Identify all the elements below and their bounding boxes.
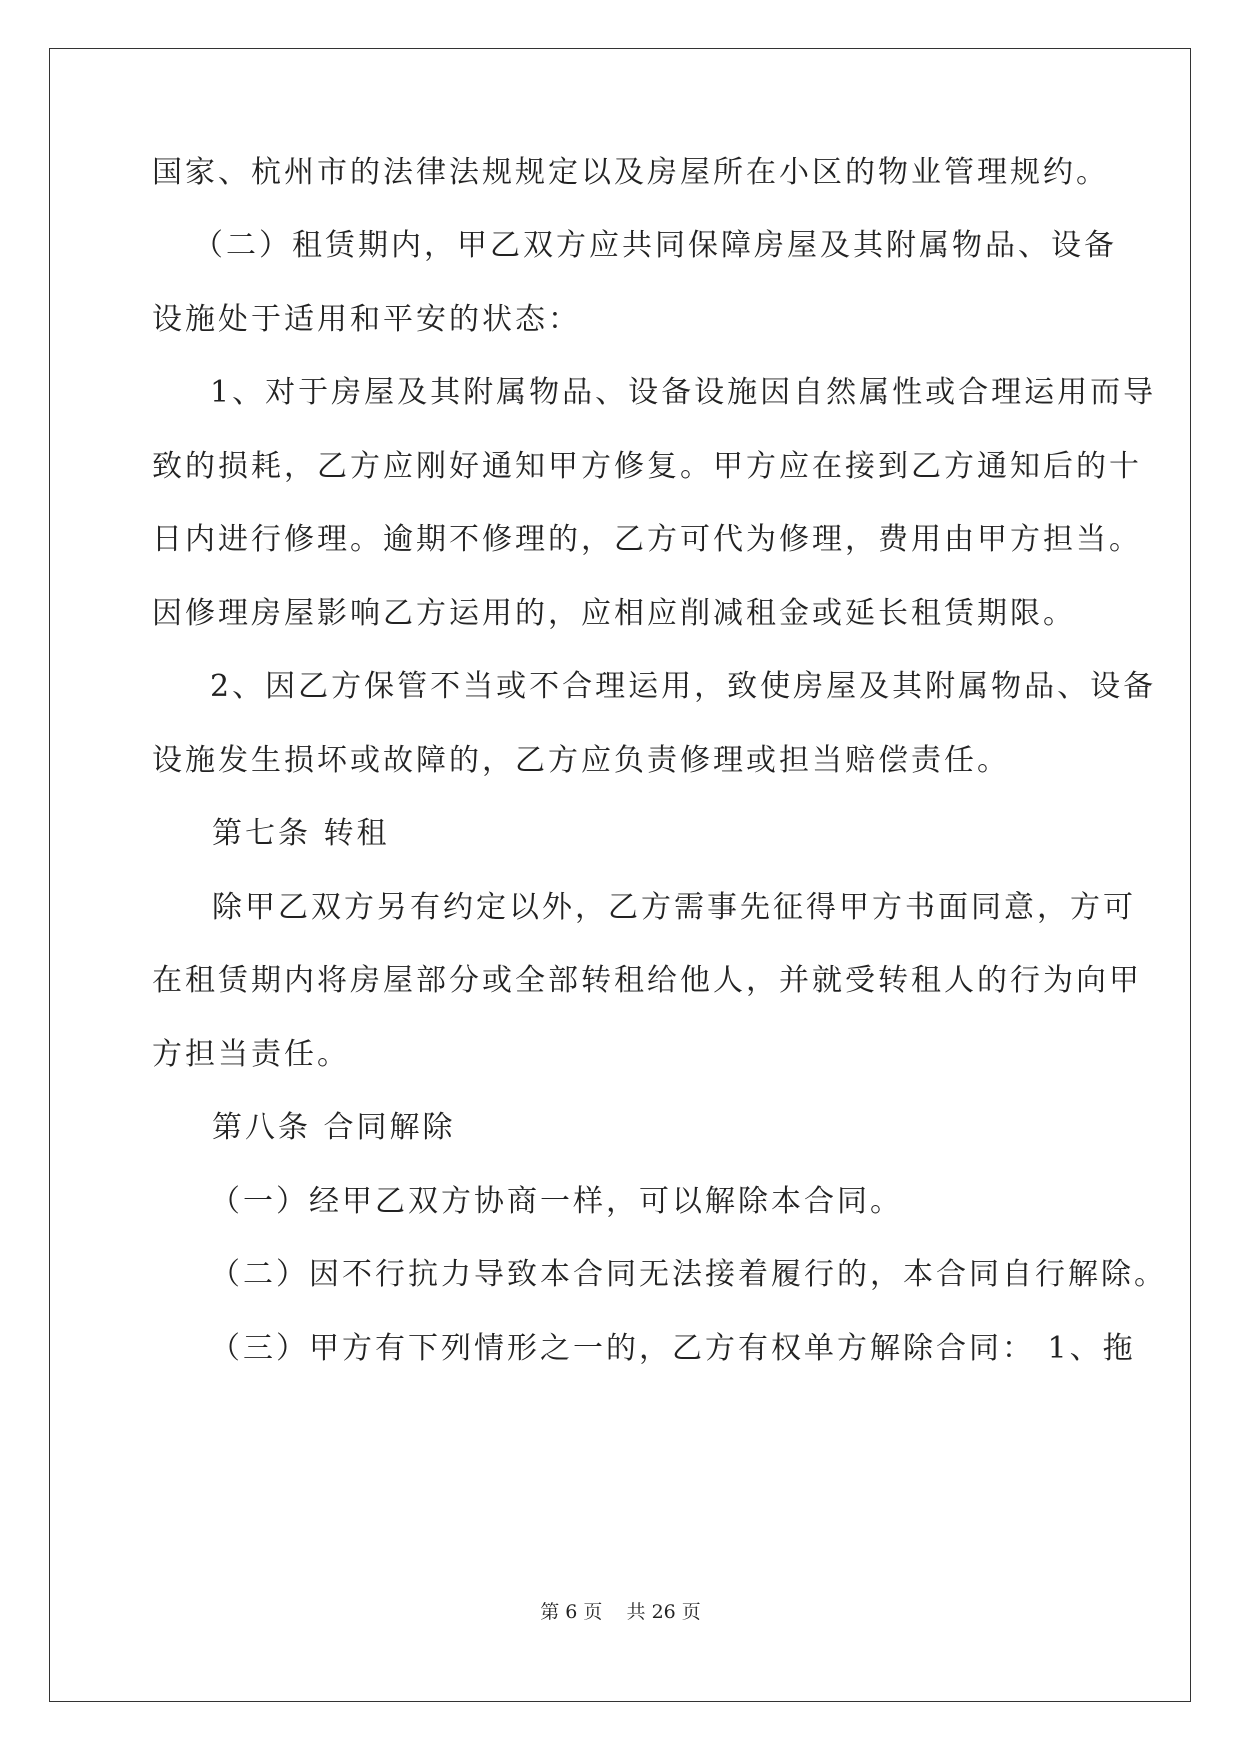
text-line: 在租赁期内将房屋部分或全部转租给他人，并就受转租人的行为向甲	[152, 963, 1142, 998]
text-line: 设施发生损坏或故障的，乙方应负责修理或担当赔偿责任。	[152, 743, 1010, 778]
text-line: （二）因不行抗力导致本合同无法接着履行的，本合同自行解除。	[210, 1257, 1167, 1292]
page-border	[49, 48, 1191, 1702]
text-line: （三）甲方有下列情形之一的，乙方有权单方解除合同： 1、拖	[210, 1331, 1136, 1366]
text-line: 日内进行修理。逾期不修理的，乙方可代为修理，费用由甲方担当。	[152, 522, 1142, 557]
section-heading: 第八条 合同解除	[212, 1110, 456, 1145]
text-line: （二）租赁期内，甲乙双方应共同保障房屋及其附属物品、设备	[193, 228, 1117, 263]
text-line: 1、对于房屋及其附属物品、设备设施因自然属性或合理运用而导	[210, 375, 1157, 410]
section-heading: 第七条 转租	[212, 816, 390, 851]
page-number: 第 6 页 共 26 页	[540, 1601, 701, 1623]
text-line: 设施处于适用和平安的状态：	[152, 302, 581, 337]
text-line: 因修理房屋影响乙方运用的，应相应削减租金或延长租赁期限。	[152, 596, 1076, 631]
text-line: 2、因乙方保管不当或不合理运用，致使房屋及其附属物品、设备	[210, 669, 1157, 704]
text-line: 国家、杭州市的法律法规规定以及房屋所在小区的物业管理规约。	[152, 155, 1109, 190]
text-line: 方担当责任。	[152, 1037, 350, 1072]
text-line: （一）经甲乙双方协商一样，可以解除本合同。	[210, 1184, 903, 1219]
text-line: 致的损耗，乙方应刚好通知甲方修复。甲方应在接到乙方通知后的十	[152, 449, 1142, 484]
text-line: 除甲乙双方另有约定以外，乙方需事先征得甲方书面同意，方可	[212, 890, 1136, 925]
